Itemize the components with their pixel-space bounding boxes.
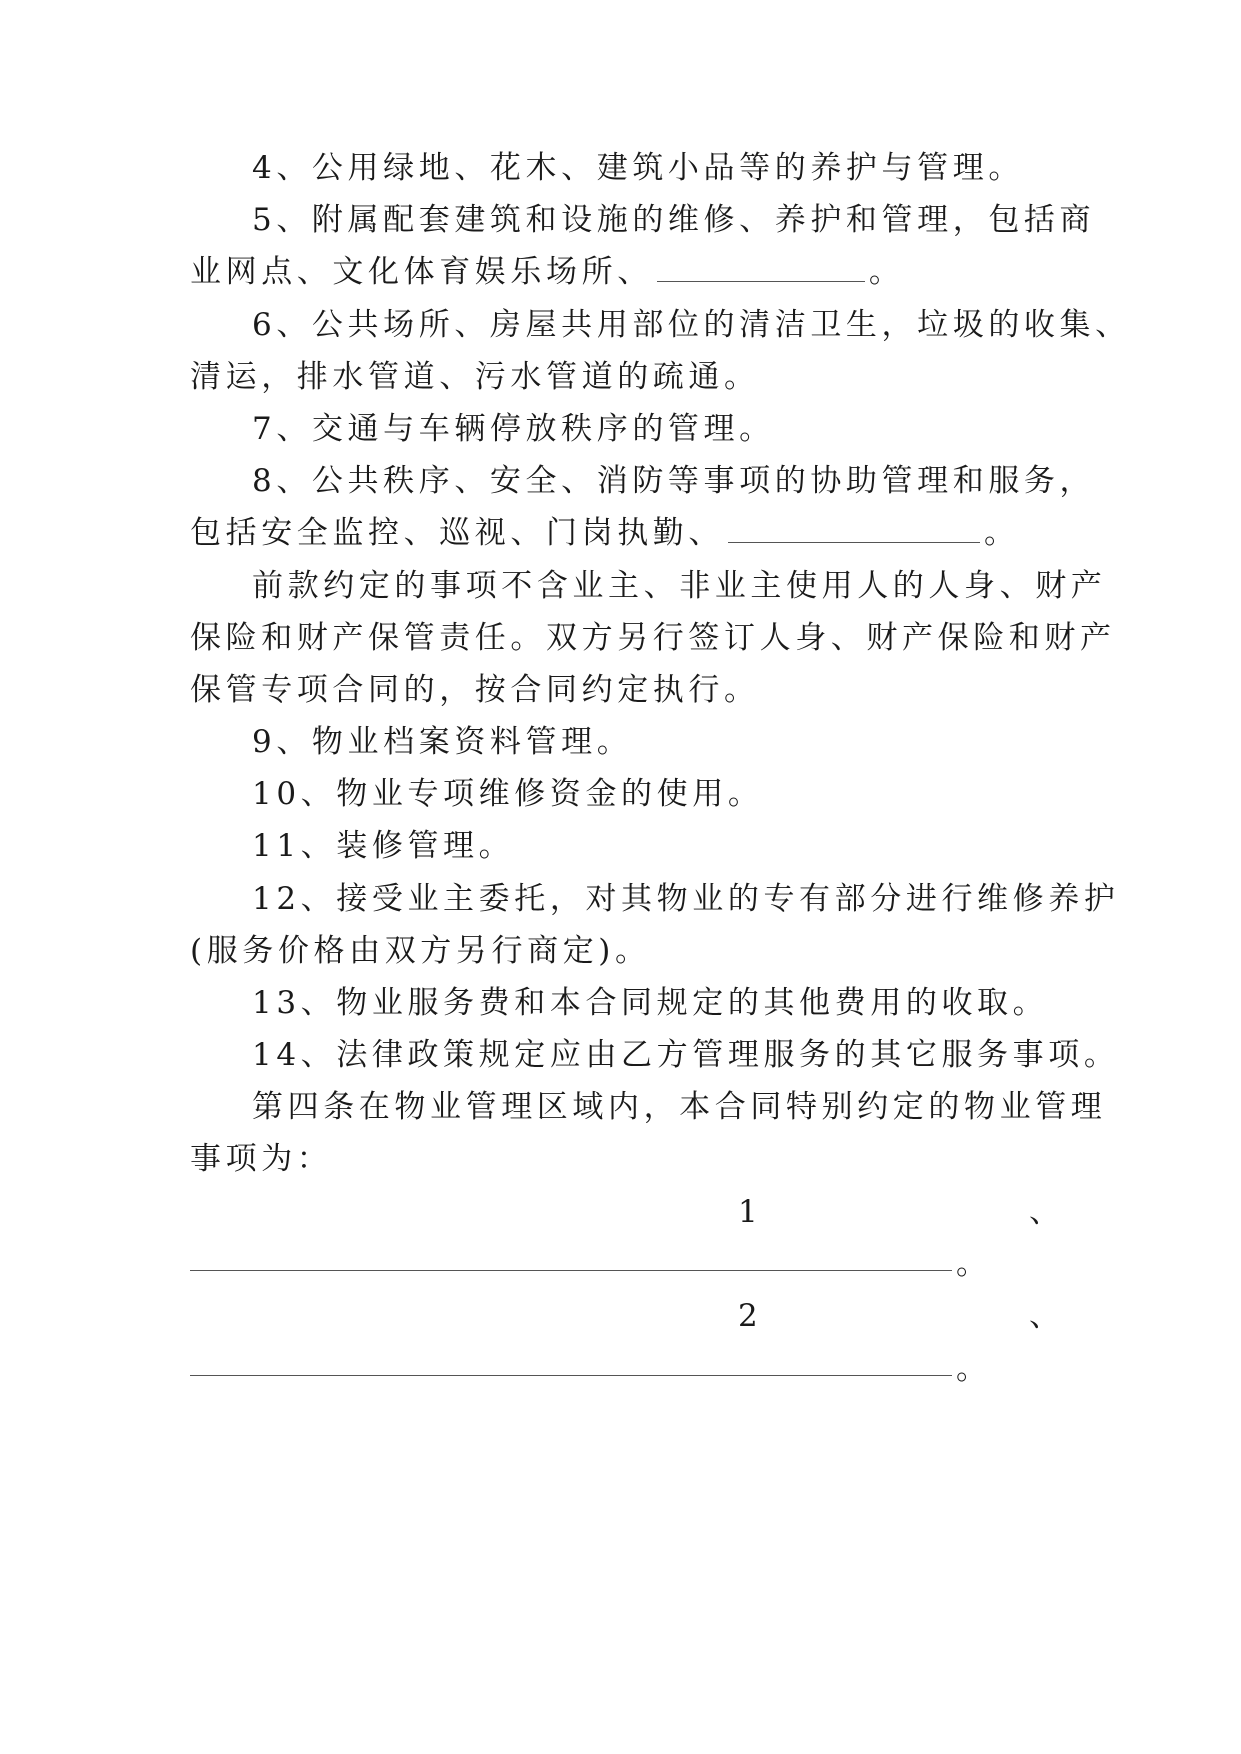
clause-12-continued: [190, 931, 1060, 971]
special-item-2-header: [190, 1296, 1060, 1336]
clause-11: [252, 826, 1060, 866]
fill-in-blank: [190, 1270, 952, 1271]
clause-text: 业网点、文化体育娱乐场所、: [190, 254, 653, 290]
special-item-1-header: [190, 1192, 1060, 1232]
clause-text: 12、接受业主委托，对其物业的专有部分进行维修养护: [252, 881, 1120, 917]
clause-8-continued: [190, 513, 1060, 553]
clause-6-continued: [190, 357, 1060, 397]
clause-text: 清运，排水管道、污水管道的疏通。: [190, 359, 760, 395]
clause-text: 14、法律政策规定应由乙方管理服务的其它服务事项。: [252, 1037, 1120, 1073]
special-item-end: 。: [956, 1246, 987, 1282]
article-text: 第四条在物业管理区域内，本合同特别约定的物业管理: [252, 1089, 1107, 1125]
clause-text: (服务价格由双方另行商定)。: [190, 933, 651, 969]
clause-text: 13、物业服务费和本合同规定的其他费用的收取。: [252, 985, 1049, 1021]
clause-5: [252, 200, 1096, 240]
paragraph-text: 保管专项合同的，按合同约定执行。: [190, 672, 760, 708]
clause-text: 5、附属配套建筑和设施的维修、养护和管理，包括商: [252, 202, 1096, 238]
clause-end: 。: [984, 515, 1020, 551]
clause-end: 。: [868, 254, 905, 290]
clause-5-continued: [190, 252, 1060, 292]
fill-in-blank: [728, 516, 980, 543]
clause-13: [252, 983, 1060, 1023]
clause-4: [252, 148, 1060, 188]
clause-7: [252, 409, 1060, 449]
clause-9: [252, 722, 1060, 762]
clause-text: 10、物业专项维修资金的使用。: [252, 776, 764, 812]
paragraph-exclusion-continued: [190, 618, 1116, 658]
clause-text: 8、公共秩序、安全、消防等事项的协助管理和服务，: [252, 463, 1096, 499]
clause-6: [252, 305, 1131, 345]
special-item-number: 1: [738, 1194, 758, 1230]
article-4-heading: [252, 1087, 1107, 1127]
clause-text: 4、公用绿地、花木、建筑小品等的养护与管理。: [252, 150, 1024, 186]
special-item-separator: 、: [1029, 1194, 1060, 1230]
clause-text: 6、公共场所、房屋共用部位的清洁卫生，垃圾的收集、: [252, 307, 1131, 343]
clause-text: 包括安全监控、巡视、门岗执勤、: [190, 515, 724, 551]
special-item-number: 2: [738, 1298, 758, 1334]
paragraph-exclusion-continued: [190, 670, 1060, 710]
special-item-end: 。: [956, 1351, 987, 1387]
clause-12: [252, 879, 1120, 919]
article-4-continued: [190, 1139, 1060, 1179]
clause-10: [252, 774, 1060, 814]
special-item-2-blank: [190, 1349, 1060, 1389]
paragraph-text: 保险和财产保管责任。双方另行签订人身、财产保险和财产: [190, 620, 1116, 656]
clause-text: 9、物业档案资料管理。: [252, 724, 633, 760]
clause-text: 11、装修管理。: [252, 828, 515, 864]
fill-in-blank: [657, 255, 865, 282]
special-item-1-blank: [190, 1244, 1060, 1284]
clause-8: [252, 461, 1096, 501]
clause-text: 7、交通与车辆停放秩序的管理。: [252, 411, 775, 447]
article-text: 事项为：: [190, 1141, 333, 1177]
clause-14: [252, 1035, 1120, 1075]
paragraph-exclusion: [252, 566, 1107, 606]
fill-in-blank: [190, 1375, 952, 1376]
special-item-separator: 、: [1029, 1298, 1060, 1334]
paragraph-text: 前款约定的事项不含业主、非业主使用人的人身、财产: [252, 568, 1107, 604]
